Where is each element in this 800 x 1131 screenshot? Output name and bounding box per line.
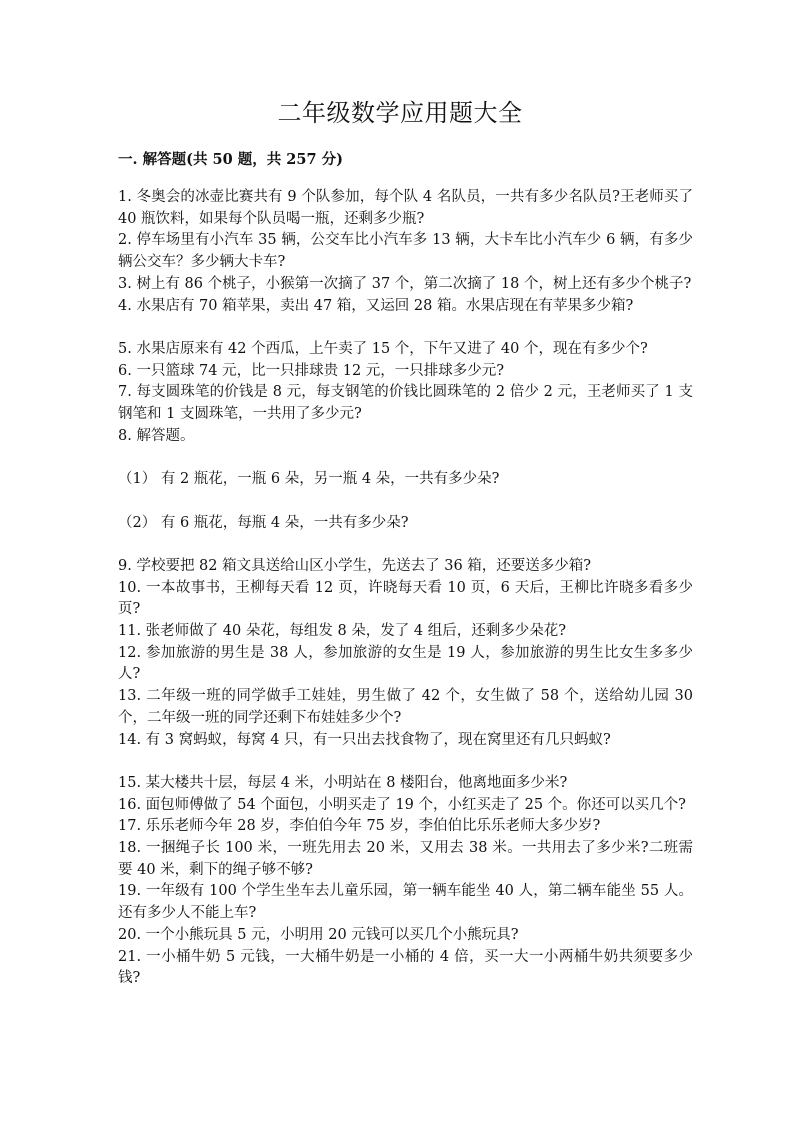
question-16: 16. 面包师傅做了 54 个面包，小明买走了 19 个，小红买走了 25 个。你还可以买几个? [118,796,686,813]
question-5: 5. 水果店原来有 42 个西瓜，上午卖了 15 个，下午又进了 40 个，现在有多少个? [118,340,648,357]
question-10: 10. 一本故事书，王柳每天看 12 页，许晓每天看 10 页，6 天后，王柳比许晓多看多少页? [118,579,693,618]
page-title: 二年级数学应用题大全 [277,99,523,127]
question-13: 13. 二年级一班的同学做手工娃娃，男生做了 42 个，女生做了 58 个，送给幼儿园 30 个，二年级一班的同学还剩下布娃娃多少个? [118,688,693,726]
question-18: 18. 一捆绳子长 100 米，一班先用去 20 米，又用去 38 米。一共用去了多少米?二班需要 40 米，剩下的绳子够不够? [118,840,693,878]
question-12: 12. 参加旅游的男生是 38 人，参加旅游的女生是 19 人，参加旅游的男生比女生多多少人? [118,644,693,683]
question-6: 6. 一只篮球 74 元，比一只排球贵 12 元，一只排球多少元? [118,362,505,379]
question-4: 4. 水果店有 70 箱苹果，卖出 47 箱，又运回 28 箱。水果店现在有苹果多少箱? [118,297,634,314]
question-14: 14. 有 3 窝蚂蚁，每窝 4 只，有一只出去找食物了，现在窝里还有几只蚂蚁? [118,731,611,748]
spacer [118,534,693,556]
question-15: 15. 某大楼共十层，每层 4 米，小明站在 8 楼阳台，他离地面多少米? [118,774,568,791]
spacer [118,447,693,469]
spacer [118,491,693,513]
question-8: 8. 解答题。 [118,427,195,444]
question-1: 1. 冬奥会的冰壶比赛共有 9 个队参加，每个队 4 名队员，一共有多少名队员?王老师买了 40 瓶饮料，如果每个队员喝一瓶，还剩多少瓶? [118,189,693,227]
question-21: 21. 一小桶牛奶 5 元钱，一大桶牛奶是一小桶的 4 倍，买一大一小两桶牛奶共须要多少钱? [118,948,693,987]
question-8-part-2: （2） 有 6 瓶花，每瓶 4 朵，一共有多少朵? [118,514,409,531]
question-17: 17. 乐乐老师今年 28 岁，李伯伯今年 75 岁，李伯伯比乐乐老师大多少岁? [118,818,601,835]
question-2: 2. 停车场里有小汽车 35 辆，公交车比小汽车多 13 辆，大卡车比小汽车少 6 辆，有多少辆公交车？多少辆大卡车? [118,232,693,271]
question-9: 9. 学校要把 82 箱文具送给山区小学生，先送去了 36 箱，还要送多少箱? [118,557,592,574]
question-8-part-1: （1） 有 2 瓶花，一瓶 6 朵，另一瓶 4 朵，一共有多少朵? [118,471,500,488]
spacer [118,751,693,773]
section-heading: 一. 解答题(共 50 题，共 257 分) [118,151,343,168]
question-20: 20. 一个小熊玩具 5 元，小明用 20 元钱可以买几个小熊玩具? [118,926,519,943]
question-3: 3. 树上有 86 个桃子，小猴第一次摘了 37 个，第二次摘了 18 个，树上还有多少个桃子? [118,275,692,292]
question-list [118,187,693,990]
question-11: 11. 张老师做了 40 朵花，每组发 8 朵，发了 4 组后，还剩多少朵花? [118,623,566,639]
question-19: 19. 一年级有 100 个学生坐车去儿童乐园，第一辆车能坐 40 人，第二辆车能坐 55 人。还有多少人不能上车? [118,883,693,922]
spacer [118,317,693,339]
question-7: 7. 每支圆珠笔的价钱是 8 元，每支钢笔的价钱比圆珠笔的 2 倍少 2 元，王老师买了 1 支钢笔和 1 支圆珠笔，一共用了多少元? [118,384,693,423]
